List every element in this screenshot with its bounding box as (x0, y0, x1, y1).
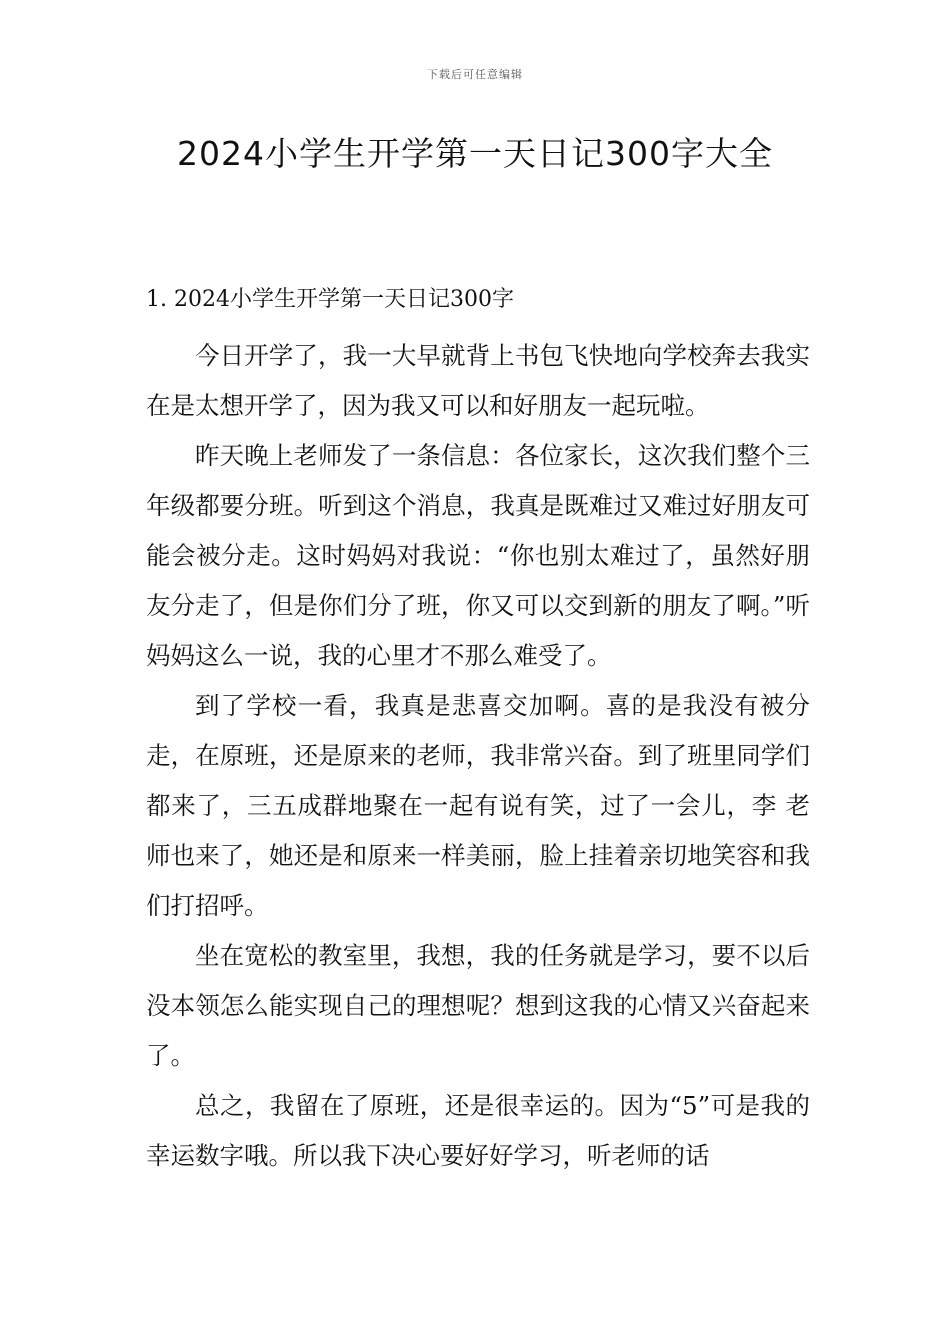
document-title: 2024小学生开学第一天日记300字大全 (177, 134, 773, 173)
header-note: 下载后可任意编辑 (427, 68, 523, 81)
paragraph: 今日开学了，我一大早就背上书包飞快地向学校奔去我实在是太想开学了，因为我又可以和好朋友一起玩啦。 (146, 341, 810, 420)
paragraph: 昨天晚上老师发了一条信息：各位家长，这次我们整个三年级都要分班。听到这个消息，我真是既难过又难过好朋友可能会被分走。这时妈妈对我说：“你也别太难过了，虽然好朋友分走了，但是你们分了班，你又可以交到新的朋友了啊。”听妈妈这么一说，我的心里才不那么难受了。 (146, 441, 810, 670)
paragraph: 到了学校一看，我真是悲喜交加啊。喜的是我没有被分走，在原班，还是原来的老师，我非常兴奋。到了班里同学们都来了，三五成群地聚在一起有说有笑，过了一会儿，李 老师也来了，她还是和原来一样美丽，脸上挂着亲切地笑容和我们打招呼。 (146, 691, 810, 920)
section-heading: 1. 2024小学生开学第一天日记300字 (146, 287, 514, 312)
diary-body (146, 331, 810, 1181)
paragraph: 总之，我留在了原班，还是很幸运的。因为“5”可是我的幸运数字哦。所以我下决心要好好学习，听老师的话 (146, 1091, 810, 1170)
paragraph: 坐在宽松的教室里，我想，我的任务就是学习，要不以后没本领怎么能实现自己的理想呢？想到这我的心情又兴奋起来了。 (146, 941, 810, 1070)
